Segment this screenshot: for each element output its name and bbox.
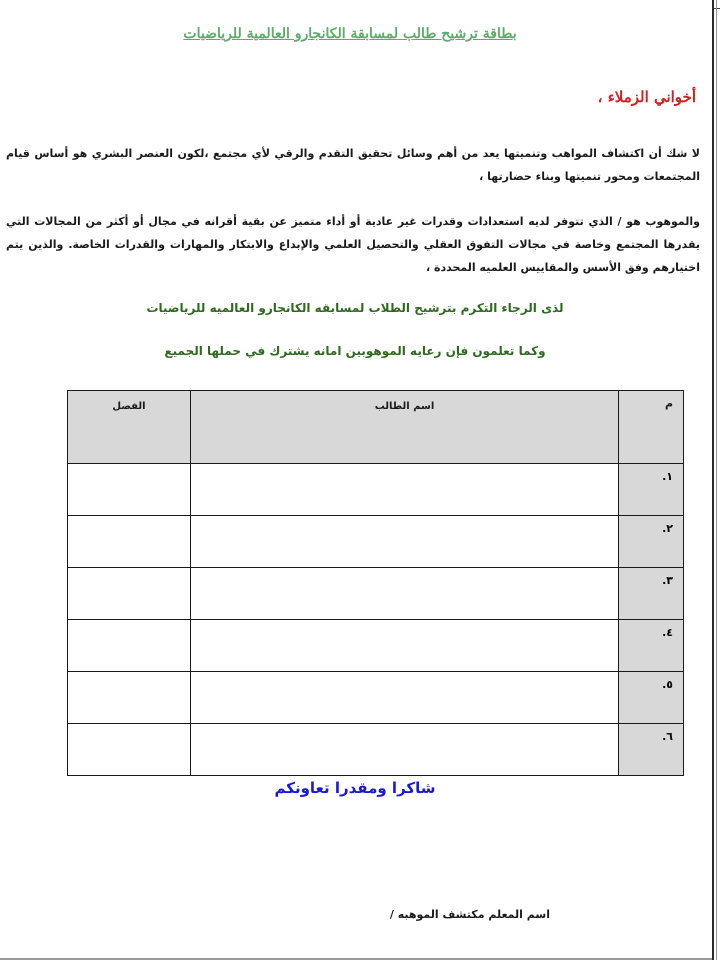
- row-number: ٤.: [619, 620, 684, 672]
- row-number: ٦.: [619, 724, 684, 776]
- table-row: [68, 672, 684, 724]
- row-number: ٢.: [619, 516, 684, 568]
- closing-thanks: شاكرا ومقدرا تعاونكم: [274, 779, 436, 797]
- header-student-name: اسم الطالب: [190, 391, 618, 464]
- student-name-cell[interactable]: [190, 724, 618, 776]
- page-border-right: [712, 0, 720, 960]
- table-row: [68, 464, 684, 516]
- greeting: أخواني الزملاء ،: [597, 88, 696, 106]
- student-name-cell[interactable]: [190, 620, 618, 672]
- table-header-row: [68, 391, 684, 464]
- table-row: [68, 724, 684, 776]
- student-nomination-table: [67, 390, 684, 776]
- row-number: ٥.: [619, 672, 684, 724]
- header-number: م: [619, 391, 684, 464]
- class-cell[interactable]: [68, 516, 191, 568]
- table-row: [68, 568, 684, 620]
- table-row: [68, 516, 684, 568]
- class-cell[interactable]: [68, 724, 191, 776]
- request-line-nomination: لذى الرجاء التكرم بترشيح الطلاب لمسابقه الكانجارو العالميه للرياضيات: [146, 301, 564, 315]
- request-line-care: وكما تعلمون فإن رعايه الموهوبين امانه يشترك في حملها الجميع: [164, 344, 546, 358]
- student-name-cell[interactable]: [190, 516, 618, 568]
- class-cell[interactable]: [68, 620, 191, 672]
- teacher-signature-line: اسم المعلم مكتشف الموهبه /: [389, 908, 550, 921]
- class-cell[interactable]: [68, 568, 191, 620]
- class-cell[interactable]: [68, 464, 191, 516]
- student-name-cell[interactable]: [190, 672, 618, 724]
- table-row: [68, 620, 684, 672]
- document-title: بطاقة ترشيح طالب لمسابقة الكانجارو العالمية للرياضيات: [183, 26, 517, 42]
- row-number: ٣.: [619, 568, 684, 620]
- paragraph-gifted-definition: والموهوب هو / الذي تتوفر لديه استعدادات وقدرات غير عادية أو أداء متميز عن بقية أقرانه في مجال أو أكثر من المجالات التي يقدرها المجتمع وخاصة في مجالات التفوق العقلي والتحصيل العلمي والإبداع والابتكار والمهارات والقدرات الخاصة. والذين يتم اختيارهم وفق الأسس والمقاييس العلميه المحددة ،: [6, 215, 700, 274]
- row-number: ١.: [619, 464, 684, 516]
- student-name-cell[interactable]: [190, 464, 618, 516]
- student-name-cell[interactable]: [190, 568, 618, 620]
- class-cell[interactable]: [68, 672, 191, 724]
- paragraph-intro: لا شك أن اكتشاف المواهب وتنميتها يعد من أهم وسائل تحقيق التقدم والرقي لأي مجتمع ،لكون العنصر البشري هو أساس قيام المجتمعات ومحور تنميتها وبناء حضارتها ،: [6, 147, 700, 183]
- header-class: الفصل: [68, 391, 191, 464]
